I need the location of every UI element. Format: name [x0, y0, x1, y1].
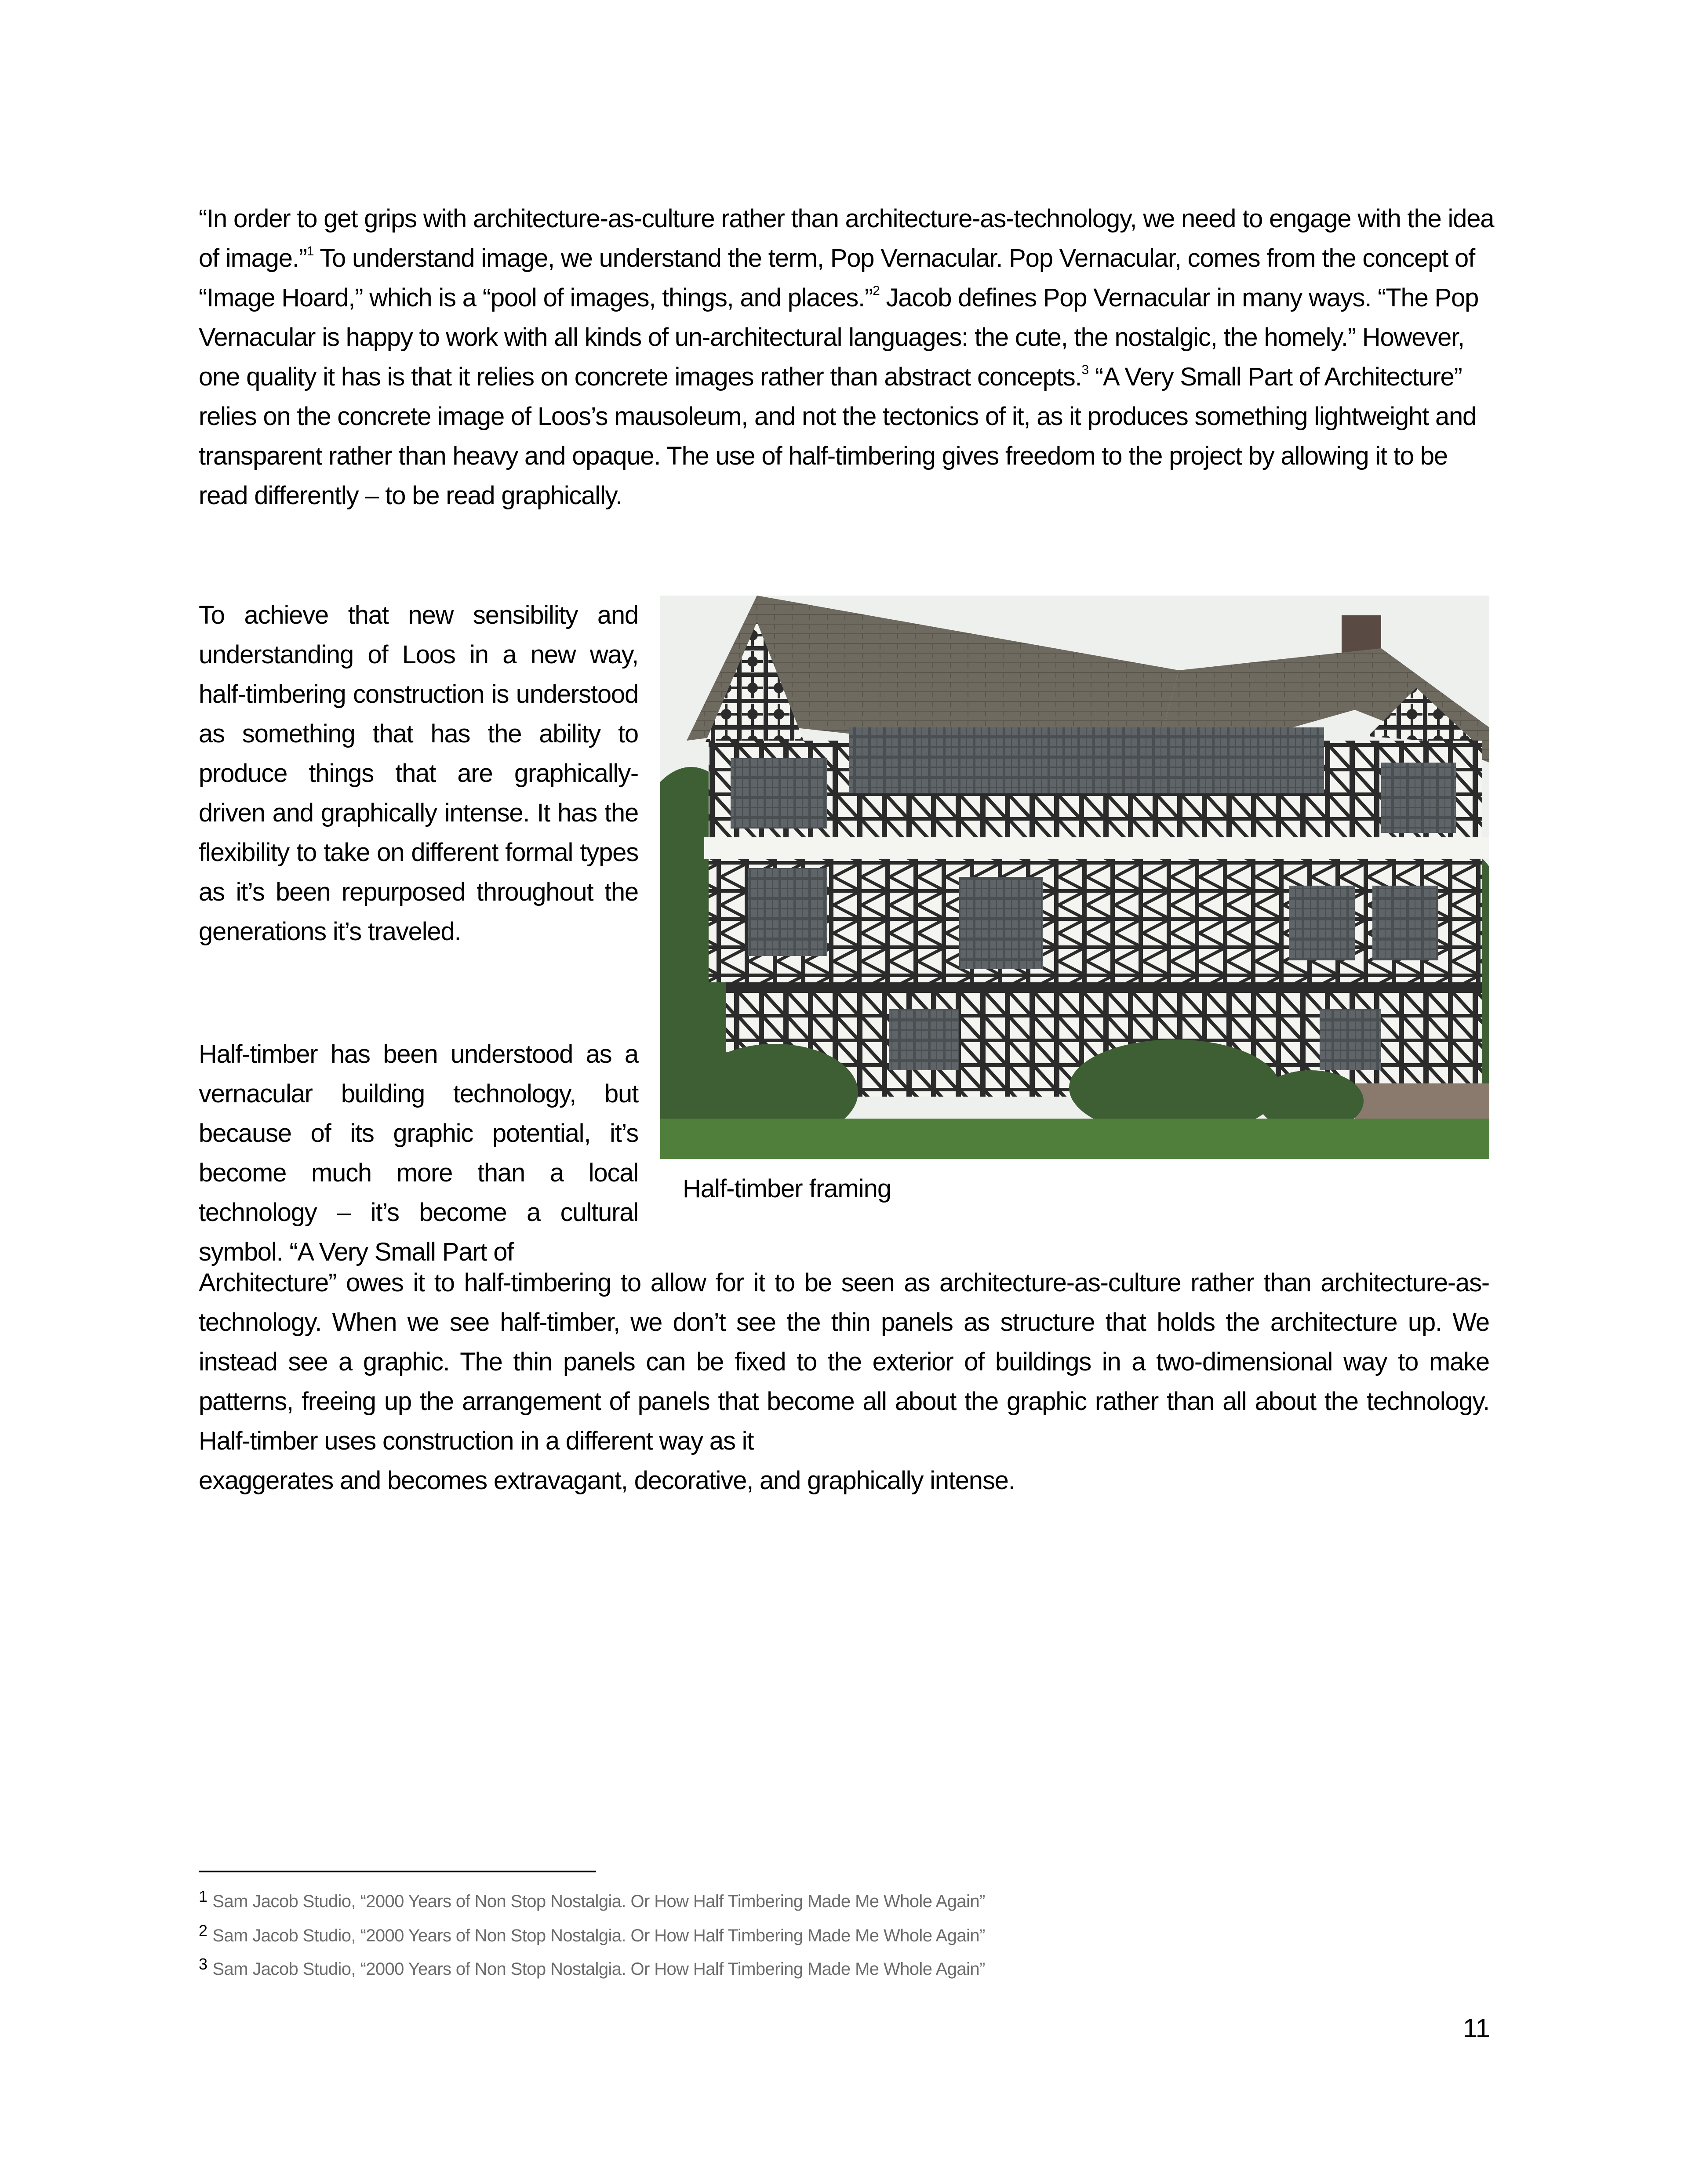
half-timber-paragraph-column: Half-timber has been understood as a vernacular building technology, but because of its graphic potential, it’s become much more than a local technology – it’s become a cultural symbol. “A Very Small Part of — [199, 1040, 638, 1266]
footnote-text: Sam Jacob Studio, “2000 Years of Non Stop Nostalgia. Or How Half Timbering Made Me Whole Again” — [212, 1959, 985, 1979]
footnote-number: 1 — [199, 1887, 207, 1905]
footnote-3 — [199, 1956, 985, 1983]
footnote-1 — [199, 1888, 985, 1915]
footnote-ref-3[interactable]: 3 — [1081, 362, 1088, 377]
footnote-number: 3 — [199, 1955, 207, 1973]
intro-sentence-2: To understand image, we understand the term, Pop Vernacular. Pop Vernacular, comes from the concept of “Image Hoard,” which is a “pool of images, things, and places.” — [199, 244, 1475, 312]
page-number: 11 — [1462, 2013, 1490, 2043]
intro-paragraph — [199, 199, 1500, 516]
intro-sentence-1: “In order to get grips with architecture-as-culture rather than architecture-as-technology, we need to engage with the idea of image.” — [199, 204, 1494, 273]
half-timber-house-illustration — [660, 596, 1489, 1159]
footnote-2 — [199, 1922, 985, 1949]
half-timber-paragraph-continued: Architecture” owes it to half-timbering to allow for it to be seen as architecture-as-culture rather than architecture-as-technology. When we see half-timber, we don’t see the thin panels as structure that holds the architecture up. We instead see a graphic. The thin panels can be fixed to the exterior of buildings in a two-dimensional way to make patterns, freeing up the arrangement of panels that become all about the graphic rather than all about the technology. Half-timber uses construction in a different way as it — [199, 1268, 1489, 1455]
footnote-ref-2[interactable]: 2 — [873, 283, 880, 298]
intro-sentence-3: Jacob defines Pop Vernacular in many ways. “The Pop Vernacular is happy to work with all kinds of un-architectural languages: the cute, the nostalgic, the homely.” However, one quality it has is that it relies on concrete images rather than abstract concepts. — [199, 283, 1479, 391]
footnote-text: Sam Jacob Studio, “2000 Years of Non Stop Nostalgia. Or How Half Timbering Made Me Whole Again” — [212, 1926, 985, 1945]
half-timber-paragraph-last-line: exaggerates and becomes extravagant, decorative, and graphically intense. — [199, 1466, 1015, 1495]
footnote-separator — [199, 1871, 596, 1872]
sensibility-paragraph: To achieve that new sensibility and understanding of Loos in a new way, half-timbering construction is understood as something that has the ability to produce things that are graphically-driven and graphically intense. It has the flexibility to take on different formal types as it’s been repurposed throughout the generations it’s traveled. — [199, 601, 638, 946]
figure-caption: Half-timber framing — [683, 1174, 891, 1203]
footnote-ref-1[interactable]: 1 — [306, 243, 314, 258]
intro-sentence-4: “A Very Small Part of Architecture” relies on the concrete image of Loos’s mausoleum, and not the tectonics of it, as it produces something lightweight and transparent rather than heavy and opaque. The use of half-timbering gives freedom to the project by allowing it to be read differently – to be read graphically. — [199, 363, 1477, 510]
half-timber-house-photo — [660, 596, 1489, 1159]
footnote-text: Sam Jacob Studio, “2000 Years of Non Stop Nostalgia. Or How Half Timbering Made Me Whole Again” — [212, 1892, 985, 1911]
footnote-number: 2 — [199, 1922, 207, 1940]
